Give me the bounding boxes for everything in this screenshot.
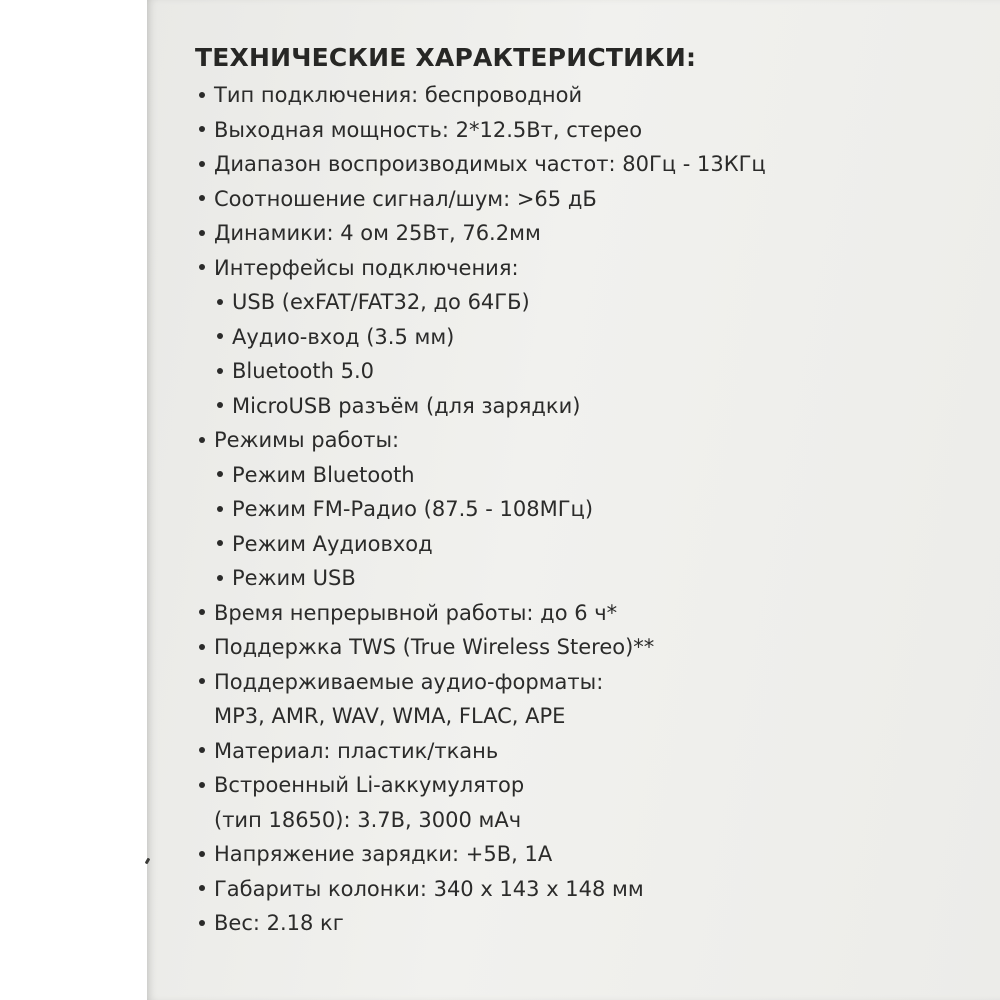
spec-item <box>195 734 985 769</box>
spec-text: MicroUSB разъём (для зарядки) <box>232 393 581 418</box>
spec-item <box>195 837 985 872</box>
spec-sheet-page <box>147 0 1000 1000</box>
spec-text: Режимы работы: <box>214 428 400 452</box>
spec-text: Вес: 2.18 кг <box>214 911 344 935</box>
spec-text: (тип 18650): 3.7В, 3000 мАч <box>214 807 522 832</box>
spec-item <box>195 216 985 251</box>
spec-text: Материал: пластик/ткань <box>214 738 499 763</box>
spec-subitem <box>195 527 985 562</box>
spec-item <box>195 423 985 458</box>
spec-subitem <box>195 458 985 493</box>
spec-text: Аудио-вход (3.5 мм) <box>232 324 455 349</box>
spec-text: USB (exFAT/FAT32, до 64ГБ) <box>232 290 530 314</box>
spec-item <box>195 665 985 700</box>
spec-text: Поддерживаемые аудио-форматы: <box>214 669 604 694</box>
spec-text: Диапазон воспроизводимых частот: 80Гц - 13КГц <box>214 152 766 176</box>
bullet-icon <box>217 333 223 339</box>
spec-subitem <box>195 492 985 527</box>
bullet-icon <box>199 782 205 788</box>
bullet-icon <box>217 471 223 477</box>
bullet-icon <box>199 126 205 132</box>
spec-item <box>195 596 985 631</box>
bullet-icon <box>217 402 223 408</box>
bullet-icon <box>199 851 205 857</box>
spec-text: Режим Bluetooth <box>232 462 415 487</box>
spec-subitem <box>195 285 985 320</box>
bullet-icon <box>199 161 205 167</box>
spec-text: Режим Аудиовход <box>232 531 433 556</box>
bullet-icon <box>199 230 205 236</box>
bullet-icon <box>199 264 205 270</box>
spec-text: Встроенный Li-аккумулятор <box>214 773 525 797</box>
spec-item <box>195 768 985 803</box>
spec-item <box>195 872 985 907</box>
spec-text: Габариты колонки: 340 х 143 х 148 мм <box>214 876 644 901</box>
spec-text: Режим FM-Радио (87.5 - 108МГц) <box>232 497 594 521</box>
spec-text: Динамики: 4 ом 25Вт, 76.2мм <box>214 221 541 245</box>
spec-text: Время непрерывной работы: до 6 ч* <box>214 600 618 625</box>
bullet-icon <box>199 678 205 684</box>
bullet-icon <box>199 437 205 443</box>
bullet-icon <box>199 644 205 650</box>
spec-text: Выходная мощность: 2*12.5Вт, стерео <box>214 117 643 142</box>
spec-content <box>195 42 985 941</box>
bullet-icon <box>217 540 223 546</box>
spec-text: Режим USB <box>232 566 356 590</box>
spec-text: Интерфейсы подключения: <box>214 255 519 280</box>
spec-subitem <box>195 354 985 389</box>
bullet-icon <box>199 609 205 615</box>
spec-item <box>195 113 985 148</box>
bullet-icon <box>199 92 205 98</box>
bullet-icon <box>199 195 205 201</box>
spec-text: MP3, AMR, WAV, WMA, FLAC, APE <box>214 704 566 728</box>
bullet-icon <box>217 506 223 512</box>
spec-text: Напряжение зарядки: +5В, 1А <box>214 842 553 866</box>
spec-subitem <box>195 561 985 596</box>
spec-item-continuation <box>195 699 985 734</box>
bullet-icon <box>199 920 205 926</box>
spec-text: Bluetooth 5.0 <box>232 359 375 383</box>
spec-text: Поддержка TWS (True Wireless Stereo)** <box>214 635 655 659</box>
bullet-icon <box>217 368 223 374</box>
spec-item-continuation <box>195 803 985 838</box>
spec-item <box>195 147 985 182</box>
spec-subitem <box>195 389 985 424</box>
spec-item <box>195 78 985 113</box>
bullet-icon <box>217 575 223 581</box>
bullet-icon <box>199 885 205 891</box>
spec-list <box>195 78 985 941</box>
spec-subitem <box>195 320 985 355</box>
spec-text: Тип подключения: беспроводной <box>214 83 583 107</box>
bullet-icon <box>217 299 223 305</box>
spec-item <box>195 182 985 217</box>
spec-item <box>195 251 985 286</box>
spec-text: Соотношение сигнал/шум: >65 дБ <box>214 186 597 211</box>
spec-item <box>195 630 985 665</box>
bullet-icon <box>199 747 205 753</box>
spec-title: ТЕХНИЧЕСКИЕ ХАРАКТЕРИСТИКИ: <box>195 43 697 72</box>
spec-item <box>195 906 985 941</box>
